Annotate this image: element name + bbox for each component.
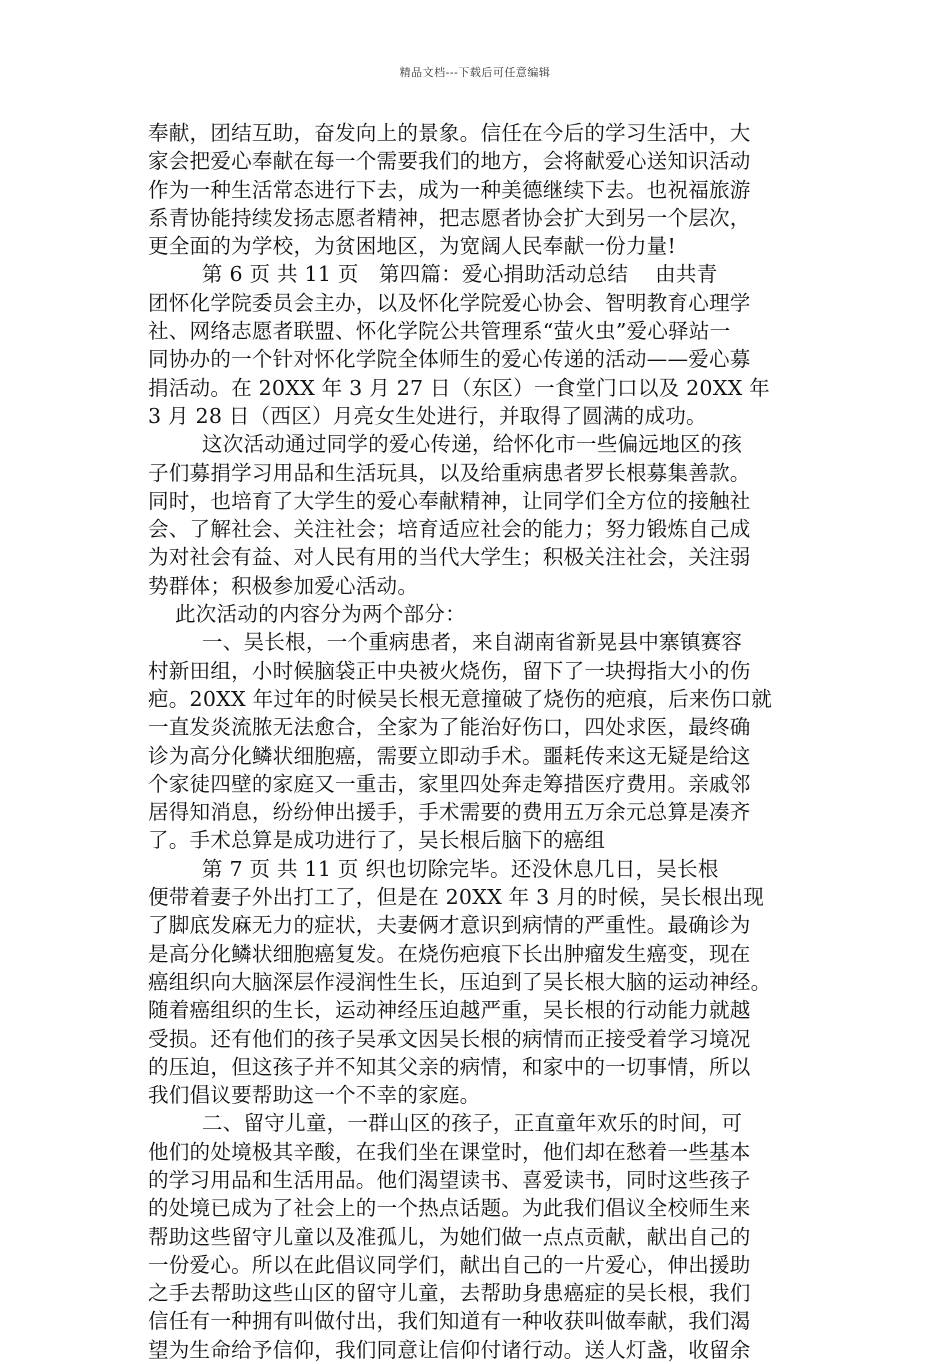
- text-line: 同协办的一个针对怀化学院全体师生的爱心传递的活动——爱心募: [148, 347, 751, 372]
- text-line: 帮助这些留守儿童以及准孤儿，为她们做一点点贡献，献出自己的: [148, 1224, 751, 1249]
- text-line: 了脚底发麻无力的症状，夫妻俩才意识到病情的严重性。最确诊为: [148, 913, 751, 938]
- text-line: 一份爱心。所以在此倡议同学们，献出自己的一片爱心，伸出援助: [148, 1252, 751, 1277]
- text-line: 子们募捐学习用品和生活玩具，以及给重病患者罗长根募集善款。: [148, 460, 751, 485]
- text-line: 受损。还有他们的孩子吴承文因吴长根的病情而正接受着学习境况: [148, 1026, 751, 1051]
- text-line: 的处境已成为了社会上的一个热点话题。为此我们倡议全校师生来: [148, 1196, 751, 1221]
- text-line: 一、吴长根，一个重病患者，来自湖南省新晃县中寨镇赛容: [148, 630, 743, 655]
- text-line: 村新田组，小时候脑袋正中央被火烧伤，留下了一块拇指大小的伤: [148, 658, 751, 683]
- text-line: 居得知消息，纷纷伸出援手，手术需要的费用五万余元总算是凑齐: [148, 800, 751, 825]
- text-line: 便带着妻子外出打工了，但是在 20XX 年 3 月的时候，吴长根出现: [148, 885, 764, 910]
- text-line: 是高分化鳞状细胞癌复发。在烧伤疤痕下长出肿瘤发生癌变，现在: [148, 941, 751, 966]
- text-line: 势群体；积极参加爱心活动。: [148, 573, 419, 598]
- text-line: 为对社会有益、对人民有用的当代大学生；积极关注社会，关注弱: [148, 545, 751, 570]
- text-line: 社、网络志愿者联盟、怀化学院公共管理系“萤火虫”爱心驿站一: [148, 319, 731, 344]
- text-line: 3 月 28 日（西区）月亮女生处进行，并取得了圆满的成功。: [148, 403, 707, 428]
- text-line: 癌组织向大脑深层作浸润性生长，压迫到了吴长根大脑的运动神经。: [148, 969, 772, 994]
- text-line: 奉献，团结互助，奋发向上的景象。信任在今后的学习生活中，大: [148, 121, 751, 145]
- text-line: 此次活动的内容分为两个部分：: [148, 602, 466, 627]
- text-line: 同时，也培育了大学生的爱心奉献精神，让同学们全方位的接触社: [148, 488, 751, 513]
- text-line: 这次活动通过同学的爱心传递，给怀化市一些偏远地区的孩: [148, 432, 743, 457]
- text-line: 个家徒四壁的家庭又一重击，家里四处奔走筹措医疗费用。亲戚邻: [148, 771, 751, 796]
- text-line: 的学习用品和生活用品。他们渴望读书、喜爱读书，同时这些孩子: [148, 1167, 751, 1192]
- text-line: 之手去帮助这些山区的留守儿童，去帮助身患癌症的吴长根，我们: [148, 1281, 751, 1306]
- text-line: 第 6 页 共 11 页 第四篇：爱心捐助活动总结 由共青: [148, 262, 718, 287]
- text-line: 作为一种生活常态进行下去，成为一种美德继续下去。也祝福旅游: [148, 177, 751, 202]
- text-line: 信任有一种拥有叫做付出，我们知道有一种收获叫做奉献，我们渴: [148, 1309, 751, 1334]
- text-line: 捐活动。在 20XX 年 3 月 27 日（东区）一食堂门口以及 20XX 年: [148, 375, 770, 400]
- text-line: 了。手术总算是成功进行了，吴长根后脑下的癌组: [148, 828, 606, 853]
- text-line: 的压迫，但这孩子并不知其父亲的病情，和家中的一切事情，所以: [148, 1054, 751, 1079]
- text-line: 一直发炎流脓无法愈合，全家为了能治好伤口，四处求医，最终确: [148, 715, 751, 740]
- text-line: 疤。20XX 年过年的时候吴长根无意撞破了烧伤的疤痕，后来伤口就: [148, 686, 773, 711]
- text-line: 我们倡议要帮助这一个不幸的家庭。: [148, 1083, 481, 1108]
- text-line: 他们的处境极其辛酸，在我们坐在课堂时，他们却在愁着一些基本: [148, 1139, 751, 1164]
- page-header: 精品文档---下载后可任意编辑: [399, 66, 551, 79]
- text-line: 会、了解社会、关注社会；培育适应社会的能力；努力锻炼自己成: [148, 517, 751, 542]
- text-line: 第 7 页 共 11 页 织也切除完毕。还没休息几日，吴长根: [148, 856, 719, 881]
- text-line: 诊为高分化鳞状细胞癌，需要立即动手术。噩耗传来这无疑是给这: [148, 743, 751, 768]
- text-line: 团怀化学院委员会主办，以及怀化学院爱心协会、智明教育心理学: [148, 290, 751, 315]
- text-line: 二、留守儿童，一群山区的孩子，正直童年欢乐的时间，可: [148, 1111, 743, 1136]
- body-text: [148, 119, 808, 1364]
- text-line: 更全面的为学校，为贫困地区，为宽阔人民奉献一份力量!: [148, 234, 676, 259]
- text-line: 家会把爱心奉献在每一个需要我们的地方，会将献爱心送知识活动: [148, 149, 751, 174]
- text-line: 随着癌组织的生长，运动神经压迫越严重，吴长根的行动能力就越: [148, 998, 751, 1023]
- text-line: 望为生命给予信仰，我们同意让信仰付诸行动。送人灯盏，收留余: [148, 1337, 751, 1362]
- text-line: 系青协能持续发扬志愿者精神，把志愿者协会扩大到另一个层次，: [148, 205, 751, 230]
